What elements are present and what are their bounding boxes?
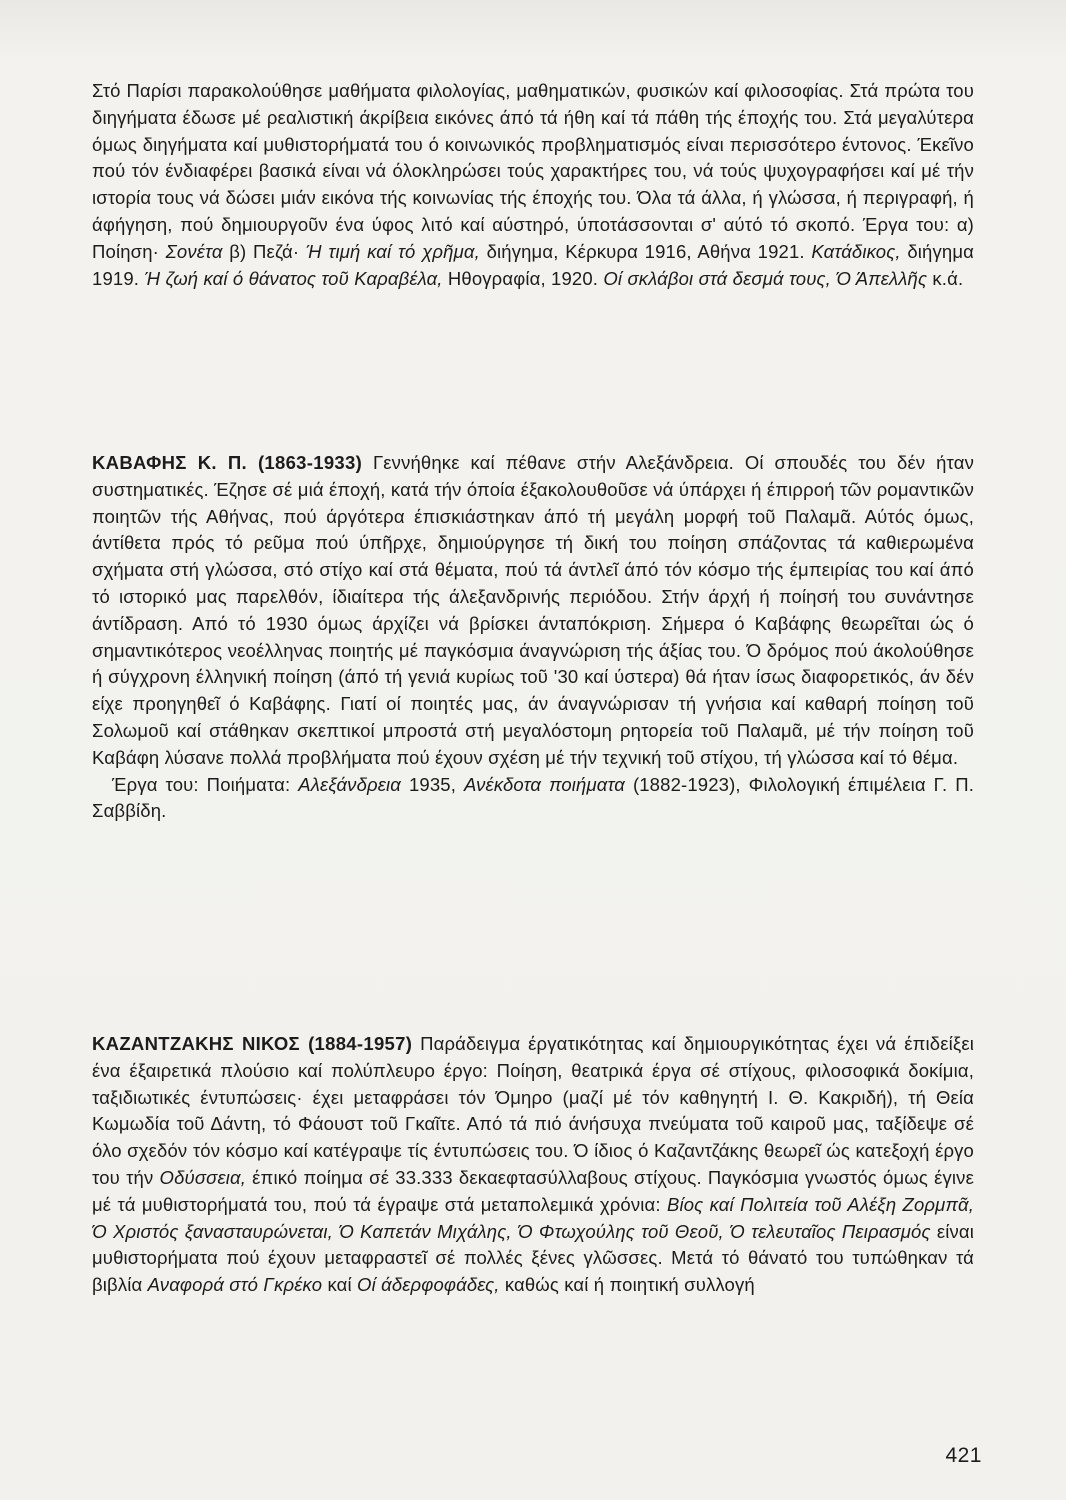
- work-title: Οί σκλάβοι στά δεσμά τους, Ό Άπελλῆς: [603, 267, 928, 289]
- kavafis-works: Έργα του: Ποιήματα: Αλεξάνδρεια 1935, Ανέκδοτα ποιήματα (1882-1923), Φιλολογική έπιμέλεια Γ. Π. Σαββίδη.: [92, 773, 975, 822]
- work-title: Αλεξάνδρεια: [298, 773, 401, 795]
- work-title: Κατάδικος,: [811, 240, 901, 262]
- intro-paragraph: [92, 78, 974, 292]
- work-title: Ανέκδοτα ποιήματα: [463, 773, 625, 795]
- work-title: Αναφορά στό Γκρέκο: [147, 1274, 323, 1296]
- work-title: Οί άδερφοφάδες,: [357, 1274, 500, 1296]
- entry-kavafis: [92, 450, 974, 825]
- kavafis-biography: ΚΑΒΑΦΗΣ Κ. Π. (1863-1933) Γεννήθηκε καί πέθανε στήν Αλεξάνδρεια. Οί σπουδές του δέν ήταν συστηματικές. Έζησε σέ μιά έποχή, κατά τήν όποία έξακολουθοῦσε νά ύπάρχει ή έπιρροή τῶν ρομαντικῶν ποιητῶν τής Αθήνας, πού άργότερα έπισκιάστηκαν άπό τή μεγάλη μορφή τοῦ Παλαμᾶ. Αύτός όμως, άντίθετα πρός τό ρεῦμα πού ύπῆρχε, δημιούργησε τή δική του ποίηση σπάζοντας τά καθιερωμένα σχήματα στή γλώσσα, στό στίχο καί στά θέματα, πού τά άντλεῖ άπό τόν κόσμο τής έμπειρίας του καί άπό τό ιστορικό μας παρελθόν, ίδιαίτερα τής άλεξανδρινής περιόδου. Στήν άρχή ή ποίησή του συνάντησε άντίδραση. Από τό 1930 όμως άρχίζει νά βρίσκει άνταπόκριση. Σήμερα ό Καβάφης θεωρεῖται ώς ό σημαντικότερος νεοέλληνας ποιητής μέ παγκόσμια άναγνώριση τής άξίας του. Ό δρόμος πού άκολούθησε ή σύγχρονη έλληνική ποίηση (άπό τή γενιά κυρίως τοῦ '30 καί ύστερα) θά ήταν ίσως διαφορετικός, άν δέν είχε προηγηθεῖ ό Καβάφης. Γιατί οί ποιητές μας, άν άναγνώρισαν τή γνήσια καί καθαρή ποίηση τοῦ Σολωμοῦ καί στάθηκαν σκεπτικοί μπροστά στή μεγαλόστομη ρητορεία τοῦ Παλαμᾶ, μέ τήν ποίηση τοῦ Καβάφη λύσανε πολλά προβλήματα πού έχουν σχέση μέ τήν τεχνική τοῦ στίχου, τή γλώσσα καί τό θέμα.: [92, 452, 974, 768]
- intro-text: Στό Παρίσι παρακολούθησε μαθήματα φιλολογίας, μαθηματικών, φυσικών καί φιλοσοφίας. Στά πρώτα του διηγήματα έδωσε μέ ρεαλιστική άκρίβεια εικόνες άπό τά ήθη καί τά πάθη τής έποχής του. Στά μεγαλύτερα όμως διηγήματα καί μυθιστορήματά του ό κοινωνικός προβληματισμός είναι περισσότερο έντονος. Έκεῖνο πού τόν ένδιαφέρει βασικά είναι νά όλοκληρώσει τούς χαρακτήρες του, νά τούς ψυχογραφήσει καί μέ τήν ιστορία τους νά δώσει μιάν εικόνα τής κοινωνίας τής έποχής του. Όλα τά άλλα, ή γλώσσα, ή περιγραφή, ή άφήγηση, πού δημιουργοῦν ένα ύφος λιτό καί αύστηρό, ύποτάσσονται σ' αύτό τό σκοπό. Έργα του: α) Ποίηση· Σονέτα β) Πεζά· Ή τιμή καί τό χρῆμα, διήγημα, Κέρκυρα 1916, Αθήνα 1921. Κατάδικος, διήγημα 1919. Ή ζωή καί ό θάνατος τοῦ Καραβέλα, Ηθογραφία, 1920. Οί σκλάβοι στά δεσμά τους, Ό Άπελλῆς κ.ά.: [92, 80, 974, 289]
- entry-heading: ΚΑΒΑΦΗΣ Κ. Π. (1863-1933): [92, 452, 363, 473]
- work-title: Οδύσσεια,: [159, 1166, 246, 1188]
- entry-kazantzakis: [92, 1031, 974, 1299]
- page-number: 421: [945, 1444, 982, 1467]
- work-title: Σονέτα: [165, 240, 223, 262]
- work-title: Ή τιμή καί τό χρῆμα,: [305, 240, 480, 262]
- kazantzakis-biography: ΚΑΖΑΝΤΖΑΚΗΣ ΝΙΚΟΣ (1884-1957) Παράδειγμα έργατικότητας καί δημιουργικότητας έχει νά έπιδείξει ένα έξαιρετικά πλούσιο καί πολύπλευρο έργο: Ποίηση, θεατρικά έργα σέ στίχους, φιλοσοφικά δοκίμια, ταξιδιωτικές έντυπώσεις· έχει μεταφράσει τόν Όμηρο (μαζί μέ τόν καθηγητή Ι. Θ. Κακριδή), τή Θεία Κωμωδία τοῦ Δάντη, τό Φάουστ τοῦ Γκαῖτε. Από τά πιό άνήσυχα πνεύματα τοῦ καιροῦ μας, ταξίδεψε σέ όλο σχεδόν τόν κόσμο καί κατέγραψε τίς έντυπώσεις του. Ό ίδιος ό Καζαντζάκης θεωρεῖ ώς κατεξοχή έργο του τήν Οδύσσεια, έπικό ποίημα σέ 33.333 δεκαεφτασύλλαβους στίχους. Παγκόσμια γνωστός όμως έγινε μέ τά μυθιστορήματά του, πού τά έγραψε στά μεταπολεμικά χρόνια: Βίος καί Πολιτεία τοῦ Αλέξη Ζορμπᾶ, Ό Χριστός ξανασταυρώνεται, Ό Καπετάν Μιχάλης, Ό Φτωχούλης τοῦ Θεοῦ, Ό τελευταῖος Πειρασμός είναι μυθιστορήματα πού έχουν μεταφραστεῖ σέ πολλές ξένες γλῶσσες. Μετά τό θάνατό του τυπώθηκαν τά βιβλία Αναφορά στό Γκρέκο καί Οί άδερφοφάδες, καθώς καί ή ποιητική συλλογή: [92, 1033, 974, 1296]
- work-title: Βίος καί Πολιτεία τοῦ Αλέξη Ζορμπᾶ, Ό Χριστός ξανασταυρώνεται, Ό Καπετάν Μιχάλης, Ό Φτωχούλης τοῦ Θεοῦ, Ό τελευταῖος Πειρασμός: [92, 1193, 974, 1242]
- entry-heading: ΚΑΖΑΝΤΖΑΚΗΣ ΝΙΚΟΣ (1884-1957): [92, 1033, 413, 1054]
- work-title: Ή ζωή καί ό θάνατος τοῦ Καραβέλα,: [144, 267, 443, 289]
